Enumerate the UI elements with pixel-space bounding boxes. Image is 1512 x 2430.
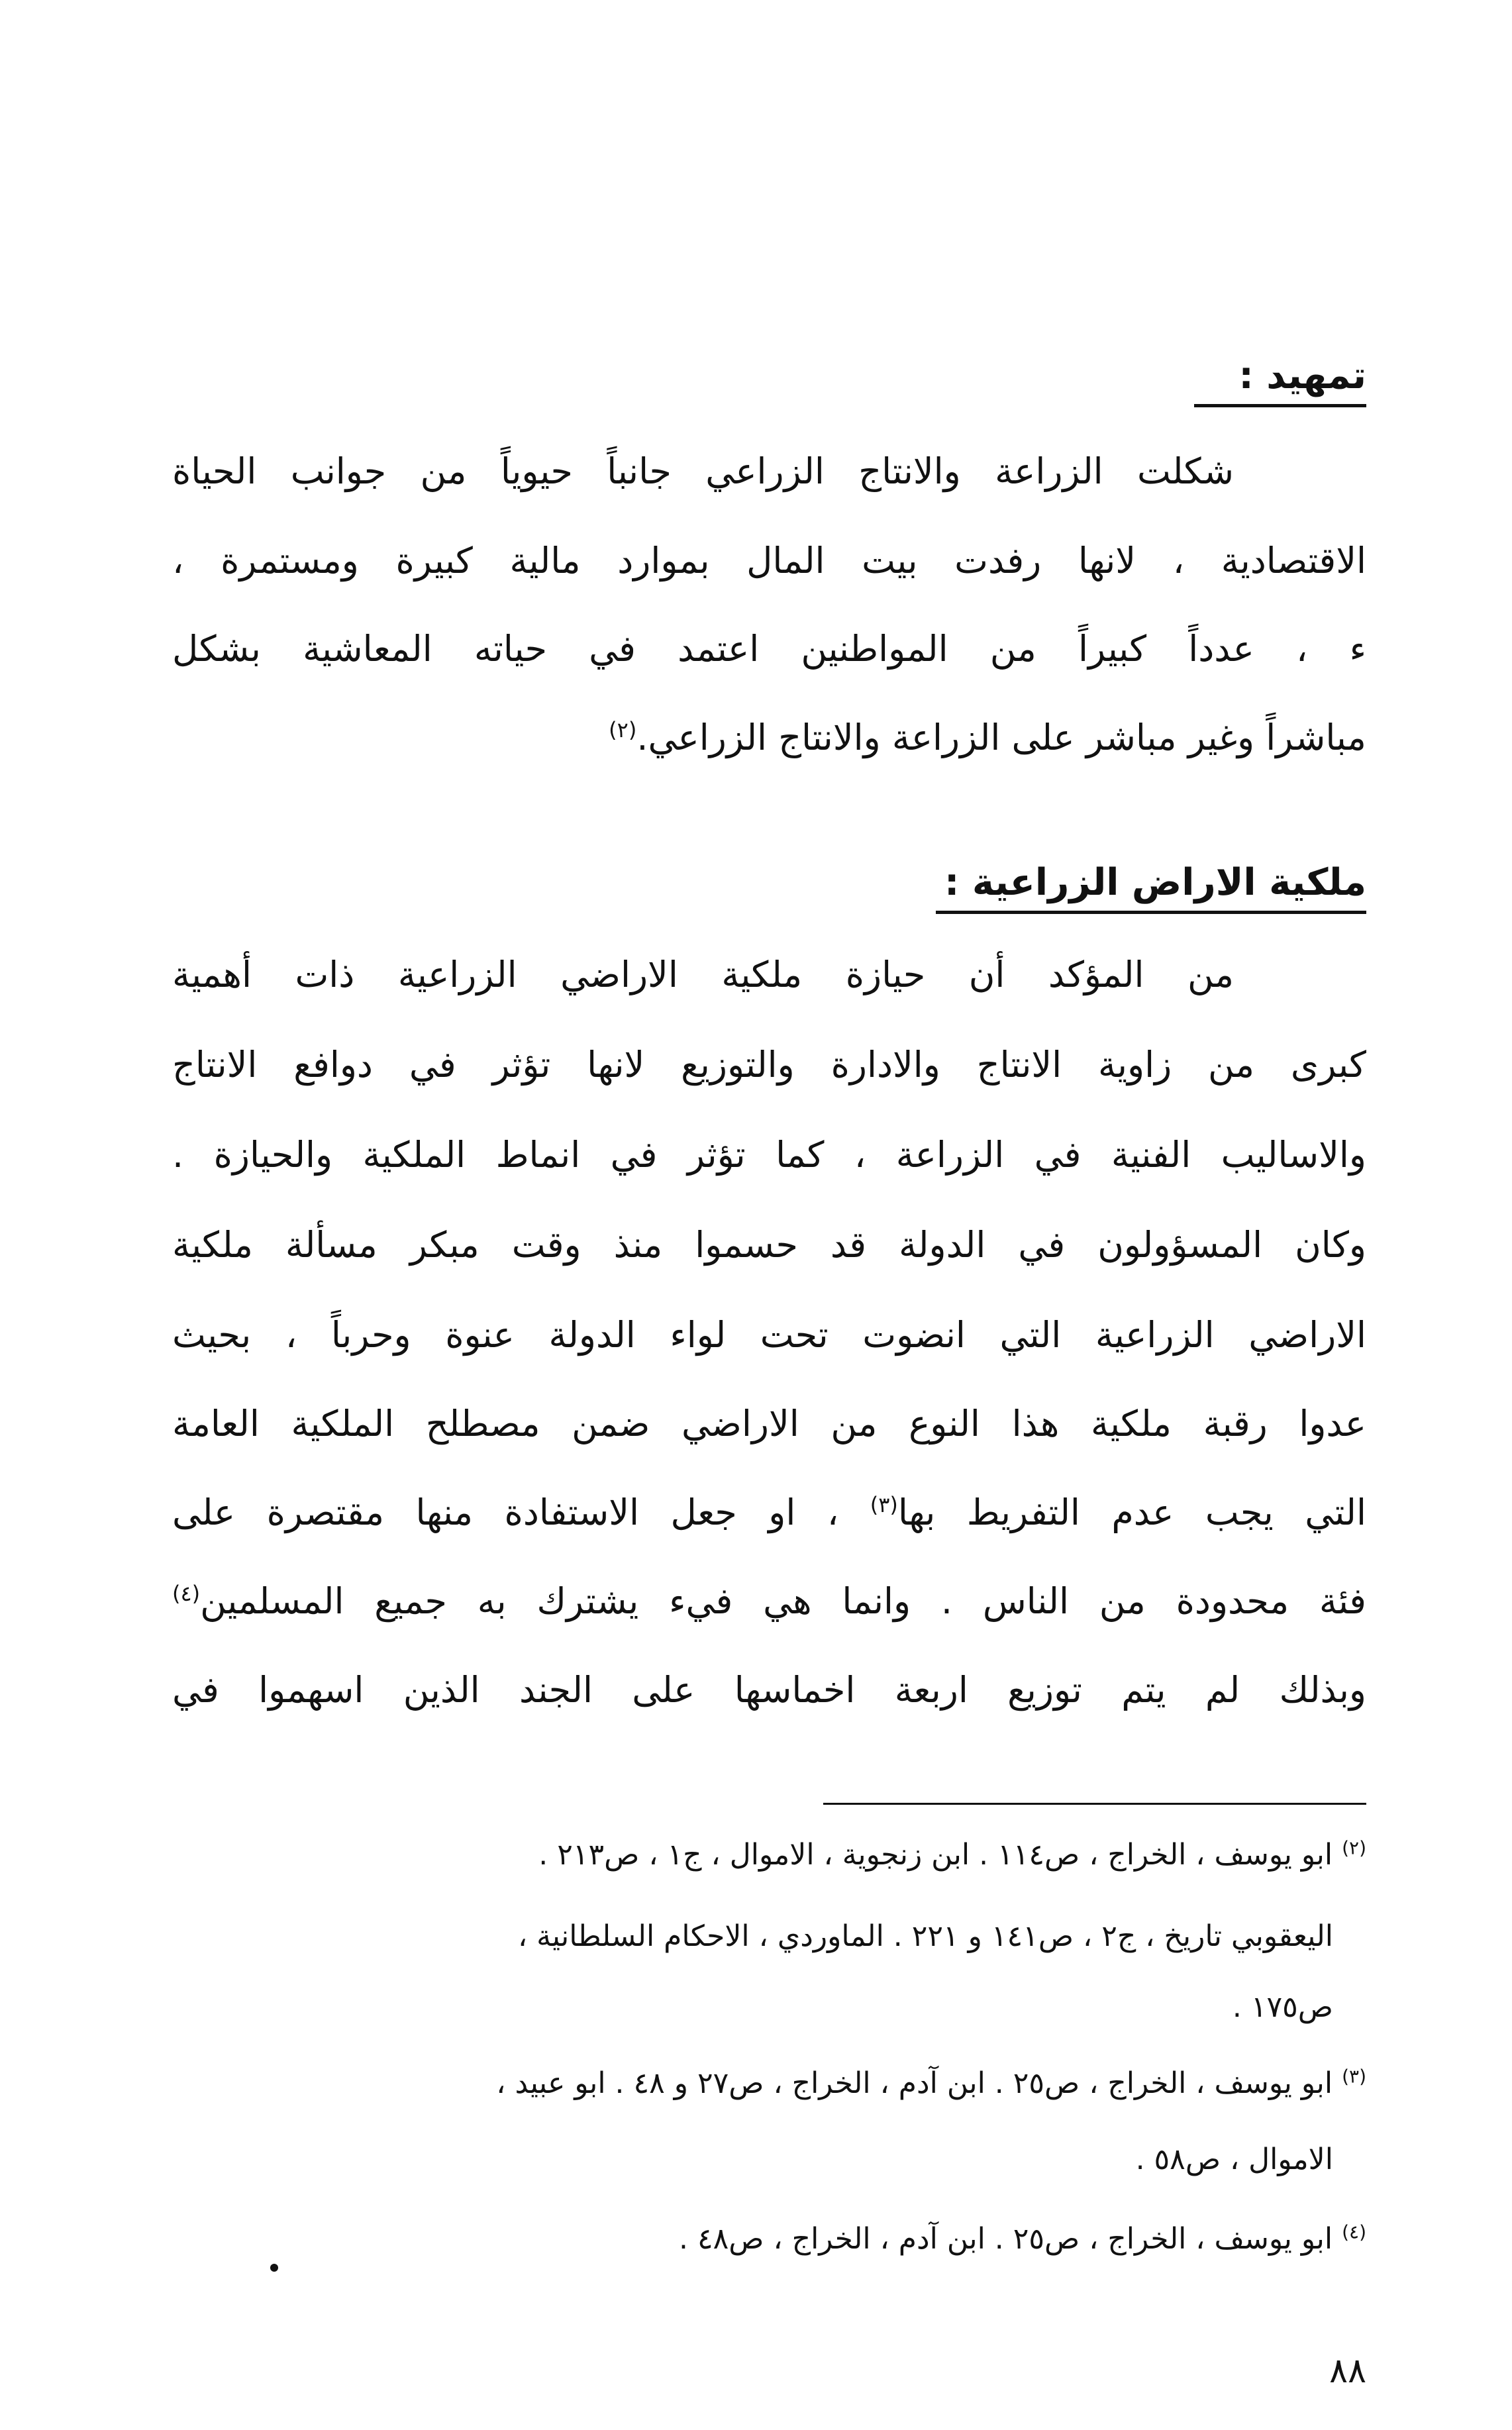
land-line-2: كبرى من زاوية الانتاج والادارة والتوزيع لانها تؤثر في دوافع الانتاج (172, 1044, 1366, 1086)
footnote-ref-2: (٢) (609, 717, 637, 742)
section-heading-intro: تمهيد : (1194, 358, 1366, 407)
footnote-3-marker: (٣) (1342, 2065, 1366, 2088)
intro-line-4 (172, 717, 1366, 760)
land-line-5: الاراضي الزراعية التي انضوت تحت لواء الدولة عنوة وحرباً ، بحيث (172, 1314, 1366, 1356)
land-line-4: وكان المسؤولون في الدولة قد حسموا منذ وقت مبكر مسألة ملكية (172, 1224, 1366, 1266)
land-line-3: والاساليب الفنية في الزراعة ، كما تؤثر في انماط الملكية والحيازة . (172, 1134, 1366, 1176)
footnote-3-line-1 (166, 2066, 1366, 2101)
footnote-ref-3: (٣) (870, 1492, 898, 1517)
footnote-4-marker: (٤) (1342, 2221, 1366, 2243)
footnote-4-text: ابو يوسف ، الخراج ، ص٢٥ . ابن آدم ، الخراج ، ص٤٨ . (679, 2222, 1333, 2256)
footnote-4-line-1 (166, 2222, 1366, 2257)
footnote-3-text: ابو يوسف ، الخراج ، ص٢٥ . ابن آدم ، الخراج ، ص٢٧ و ٤٨ . ابو عبيد ، (496, 2066, 1333, 2100)
footnote-2-line-3: ص١٧٥ . (1232, 1990, 1333, 2024)
footnote-ref-4: (٤) (172, 1581, 201, 1606)
intro-line-3: ء ، عدداً كبيراً من المواطنين اعتمد في حياته المعاشية بشكل (172, 628, 1366, 670)
stray-dot-mark (270, 2264, 278, 2272)
page-number: ٨٨ (1329, 2351, 1366, 2391)
land-line-6: عدوا رقبة ملكية هذا النوع من الاراضي ضمن مصطلح الملكية العامة (172, 1403, 1366, 1444)
intro-line-2: الاقتصادية ، لانها رفدت بيت المال بموارد مالية كبيرة ومستمرة ، (172, 540, 1366, 582)
footnote-2-text: ابو يوسف ، الخراج ، ص١١٤ . ابن زنجوية ، الاموال ، ج١ ، ص٢١٣ . (538, 1838, 1333, 1872)
land-line-7-part-a: التي يجب عدم التفريط بها (897, 1492, 1366, 1533)
footnote-2-line-1 (166, 1838, 1366, 1873)
land-line-8-text: فئة محدودة من الناس . وانما هي فيء يشترك به جميع المسلمين (200, 1580, 1366, 1622)
intro-line-4-text: مباشراً وغير مباشر على الزراعة والانتاج الزراعي. (636, 717, 1366, 758)
land-line-7 (172, 1492, 1366, 1535)
footnote-separator (823, 1803, 1366, 1805)
intro-line-1: شكلت الزراعة والانتاج الزراعي جانباً حيوياً من جوانب الحياة (172, 450, 1234, 492)
land-line-1: من المؤكد أن حيازة ملكية الاراضي الزراعية ذات أهمية (172, 954, 1234, 995)
footnote-3-line-2: الاموال ، ص٥٨ . (1135, 2143, 1333, 2176)
section-heading-land-ownership: ملكية الاراض الزراعية : (936, 864, 1366, 914)
land-line-8 (172, 1580, 1366, 1623)
footnote-2-marker: (٢) (1342, 1837, 1366, 1859)
land-line-9: وبذلك لم يتم توزيع اربعة اخماسها على الجند الذين اسهموا في (172, 1669, 1366, 1711)
land-line-7-part-b: ، او جعل الاستفادة منها مقتصرة على (172, 1492, 839, 1533)
footnote-2-line-2: اليعقوبي تاريخ ، ج٢ ، ص١٤١ و ٢٢١ . الماوردي ، الاحكام السلطانية ، (517, 1919, 1333, 1953)
